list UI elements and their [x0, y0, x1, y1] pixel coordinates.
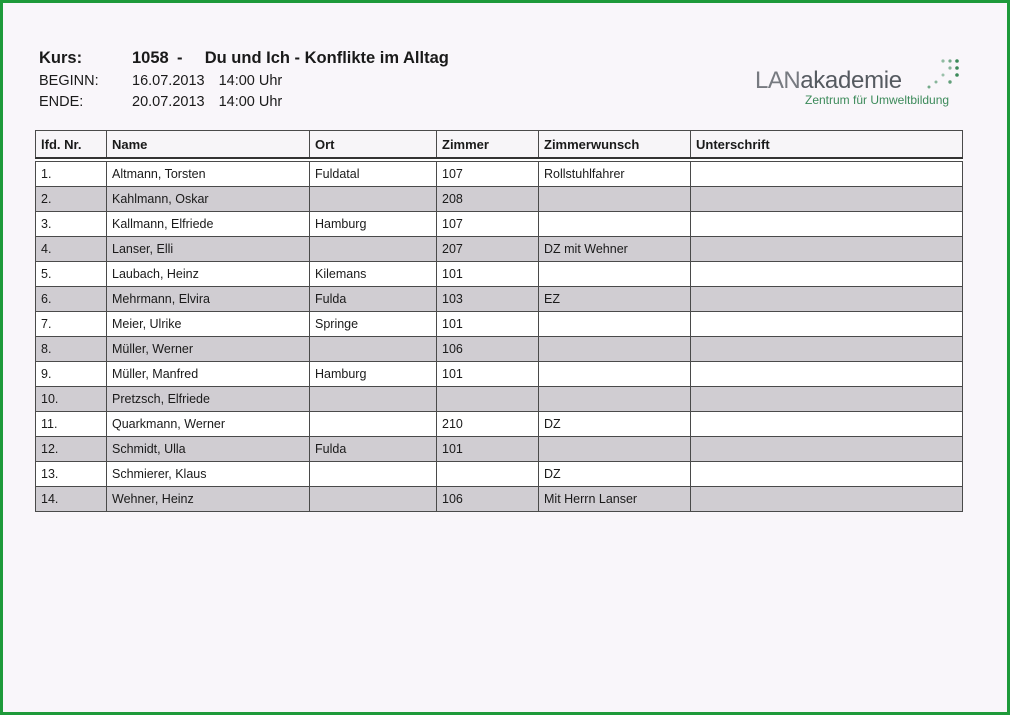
cell-zimmer: 207 — [437, 237, 539, 262]
column-header-unterschrift: Unterschrift — [691, 131, 963, 159]
cell-name: Laubach, Heinz — [107, 262, 310, 287]
table-row — [36, 412, 963, 437]
course-title: Du und Ich - Konflikte im Alltag — [204, 49, 449, 67]
logo-subtitle: Zentrum für Umweltbildung — [805, 93, 950, 107]
cell-ort: Hamburg — [310, 212, 437, 237]
table-row — [36, 387, 963, 412]
end-date: 20.07.2013 — [132, 94, 205, 110]
cell-zimmerwunsch — [539, 437, 691, 462]
cell-name: Kahlmann, Oskar — [107, 187, 310, 212]
table-header-row — [36, 131, 963, 159]
cell-nr: 9. — [36, 362, 107, 387]
cell-zimmerwunsch — [539, 312, 691, 337]
cell-name: Müller, Manfred — [107, 362, 310, 387]
course-label: Kurs: — [39, 49, 83, 67]
cell-name: Meier, Ulrike — [107, 312, 310, 337]
cell-ort — [310, 237, 437, 262]
cell-zimmerwunsch — [539, 362, 691, 387]
participant-table — [35, 130, 963, 512]
cell-unterschrift — [691, 362, 963, 387]
cell-ort: Hamburg — [310, 362, 437, 387]
cell-nr: 1. — [36, 162, 107, 187]
cell-zimmerwunsch — [539, 187, 691, 212]
cell-unterschrift — [691, 487, 963, 512]
cell-zimmerwunsch — [539, 387, 691, 412]
cell-name: Schmidt, Ulla — [107, 437, 310, 462]
cell-ort: Springe — [310, 312, 437, 337]
cell-unterschrift — [691, 387, 963, 412]
end-time: 14:00 Uhr — [218, 94, 283, 110]
course-number: 1058 — [132, 49, 169, 67]
cell-nr: 5. — [36, 262, 107, 287]
table-row — [36, 212, 963, 237]
table-row — [36, 362, 963, 387]
cell-nr: 7. — [36, 312, 107, 337]
table-row — [36, 187, 963, 212]
cell-unterschrift — [691, 212, 963, 237]
cell-name: Pretzsch, Elfriede — [107, 387, 310, 412]
column-header-name: Name — [107, 131, 310, 159]
cell-unterschrift — [691, 237, 963, 262]
start-date: 16.07.2013 — [132, 73, 205, 89]
cell-zimmer: 101 — [437, 437, 539, 462]
cell-name: Wehner, Heinz — [107, 487, 310, 512]
start-value — [132, 73, 282, 89]
cell-zimmerwunsch: DZ — [539, 462, 691, 487]
table-row — [36, 337, 963, 362]
cell-zimmerwunsch — [539, 212, 691, 237]
logo-akademie: akademie — [800, 67, 902, 94]
cell-zimmer: 101 — [437, 262, 539, 287]
start-label: BEGINN: — [39, 73, 99, 89]
cell-unterschrift — [691, 262, 963, 287]
cell-nr: 2. — [36, 187, 107, 212]
cell-zimmer — [437, 462, 539, 487]
cell-unterschrift — [691, 162, 963, 187]
cell-nr: 13. — [36, 462, 107, 487]
cell-ort — [310, 187, 437, 212]
cell-ort — [310, 337, 437, 362]
cell-zimmer: 106 — [437, 487, 539, 512]
column-header-ort: Ort — [310, 131, 437, 159]
cell-zimmer: 210 — [437, 412, 539, 437]
cell-nr: 3. — [36, 212, 107, 237]
column-header-nr: lfd. Nr. — [36, 131, 107, 159]
table-row — [36, 237, 963, 262]
cell-zimmer: 101 — [437, 312, 539, 337]
course-separator: - — [176, 49, 183, 67]
end-label: ENDE: — [39, 94, 84, 110]
cell-zimmerwunsch: Mit Herrn Lanser — [539, 487, 691, 512]
column-header-zimmer: Zimmer — [437, 131, 539, 159]
cell-zimmerwunsch: EZ — [539, 287, 691, 312]
start-time: 14:00 Uhr — [218, 73, 283, 89]
cell-nr: 10. — [36, 387, 107, 412]
cell-ort: Fulda — [310, 287, 437, 312]
lan-akademie-logo — [755, 57, 965, 111]
table-row — [36, 262, 963, 287]
cell-ort — [310, 462, 437, 487]
cell-name: Schmierer, Klaus — [107, 462, 310, 487]
cell-unterschrift — [691, 187, 963, 212]
table-row — [36, 162, 963, 187]
cell-unterschrift — [691, 287, 963, 312]
cell-unterschrift — [691, 437, 963, 462]
cell-ort: Fuldatal — [310, 162, 437, 187]
logo-dots-icon — [923, 57, 963, 93]
cell-name: Müller, Werner — [107, 337, 310, 362]
cell-zimmer: 106 — [437, 337, 539, 362]
cell-zimmer: 101 — [437, 362, 539, 387]
cell-name: Mehrmann, Elvira — [107, 287, 310, 312]
cell-zimmerwunsch — [539, 337, 691, 362]
cell-nr: 6. — [36, 287, 107, 312]
cell-name: Quarkmann, Werner — [107, 412, 310, 437]
cell-unterschrift — [691, 312, 963, 337]
cell-nr: 11. — [36, 412, 107, 437]
cell-zimmerwunsch: DZ mit Wehner — [539, 237, 691, 262]
cell-zimmerwunsch: Rollstuhlfahrer — [539, 162, 691, 187]
end-value — [132, 94, 282, 110]
cell-ort — [310, 387, 437, 412]
cell-ort: Kilemans — [310, 262, 437, 287]
table-row — [36, 462, 963, 487]
cell-nr: 8. — [36, 337, 107, 362]
column-header-zimmerwunsch: Zimmerwunsch — [539, 131, 691, 159]
table-row — [36, 287, 963, 312]
cell-ort — [310, 412, 437, 437]
cell-name: Kallmann, Elfriede — [107, 212, 310, 237]
cell-zimmerwunsch — [539, 262, 691, 287]
cell-unterschrift — [691, 412, 963, 437]
cell-unterschrift — [691, 462, 963, 487]
cell-nr: 14. — [36, 487, 107, 512]
cell-zimmerwunsch: DZ — [539, 412, 691, 437]
course-value — [132, 49, 449, 68]
table-row — [36, 312, 963, 337]
cell-zimmer: 107 — [437, 162, 539, 187]
cell-zimmer — [437, 387, 539, 412]
logo-wordmark — [755, 67, 902, 95]
cell-zimmer: 103 — [437, 287, 539, 312]
logo-lan: LAN — [755, 67, 801, 94]
cell-ort: Fulda — [310, 437, 437, 462]
table-row — [36, 437, 963, 462]
cell-name: Lanser, Elli — [107, 237, 310, 262]
cell-unterschrift — [691, 337, 963, 362]
cell-nr: 4. — [36, 237, 107, 262]
cell-nr: 12. — [36, 437, 107, 462]
cell-zimmer: 107 — [437, 212, 539, 237]
cell-ort — [310, 487, 437, 512]
cell-name: Altmann, Torsten — [107, 162, 310, 187]
cell-zimmer: 208 — [437, 187, 539, 212]
table-row — [36, 487, 963, 512]
